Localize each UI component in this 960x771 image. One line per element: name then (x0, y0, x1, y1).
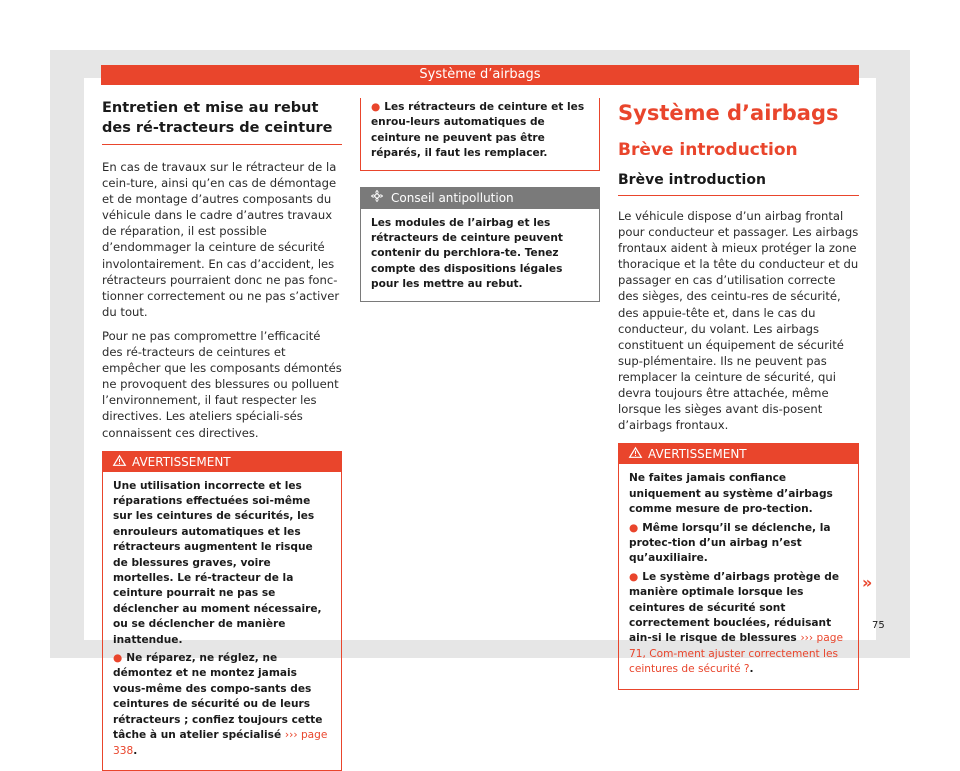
eco-tip-label: Conseil antipollution (391, 190, 514, 205)
section-title: Brève introduction (618, 140, 798, 160)
warning-bullet: ● Ne réparez, ne réglez, ne démontez et ne montez jamais vous-même des compo-sants des ceintures de sécurité ou de leurs rétracteurs ; confiez toujours cette tâche à un atelier spécialisé ››› page 338. (113, 652, 328, 757)
leaf-icon (371, 188, 383, 209)
warning-header (619, 444, 858, 464)
warning-header (103, 452, 341, 472)
warning-label: AVERTISSEMENT (132, 454, 231, 469)
bullet-icon: ● (629, 521, 639, 534)
section-title: Entretien et mise au rebut des ré-tracteurs de ceinture (102, 98, 342, 145)
warning-box (618, 443, 859, 689)
warning-icon (113, 452, 126, 472)
warning-icon (629, 444, 642, 464)
page-link[interactable]: ››› page 338 (113, 729, 328, 757)
bullet-icon: ● (113, 652, 123, 665)
page-number: 75 (872, 620, 885, 631)
warning-label: AVERTISSEMENT (648, 447, 747, 462)
paragraph: Pour ne pas compromettre l’efficacité des ré-tracteurs de ceintures et empêcher que les composants démontés ne provoquent des blessures ou polluent l’environnement, il faut respecter les directives. Les ateliers spéciali-sés connaissent ces directives. (102, 328, 342, 440)
paragraph: En cas de travaux sur le rétracteur de la cein-ture, ainsi qu’en cas de démontage et de montage d’autres composants du véhicule dans le cadre d’autres travaux de réparation, il est possible d’endommager la ceinture de sécurité involontairement. En cas d’accident, les rétracteurs pourraient donc ne pas fonc-tionner correctement ou ne pas s’activer du tout. (102, 160, 340, 319)
warning-box-continued (360, 98, 600, 171)
warning-text: Ne faites jamais confiance uniquement au système d’airbags comme mesure de pro-tection. (629, 472, 833, 516)
eco-tip-box (360, 187, 600, 302)
warning-body (103, 472, 341, 770)
paragraph: Le véhicule dispose d’un airbag frontal pour conducteur et passager. Les airbags frontaux aident à mieux protéger la zone thoracique et la tête du conducteur et du passager en cas d’utilisation correcte des sièges, des ceintu-res de sécurité, des appuie-tête et, dans le cas du conducteur, du volant. Les airbags constituent un équipement de sécurité sup-plémentaire. Ils ne peuvent pas remplacer la ceinture de sécurité, qui devra toujours être attachée, même lorsque les sièges avant dis-posent d’airbags frontaux. (618, 209, 859, 433)
chapter-header: Système d’airbags (101, 65, 859, 85)
bullet-icon: ● (629, 570, 639, 583)
column-middle (360, 98, 600, 302)
page-link[interactable]: ››› page 71, Com-ment ajuster correctement les ceintures de sécurité ? (629, 632, 843, 676)
eco-tip-header (361, 188, 599, 209)
warning-text: Une utilisation incorrecte et les réparations effectuées soi-même sur les ceintures de sécurités, les enrouleurs automatiques et les rétracteurs augmentent le risque de blessures graves, voire mortelles. Le ré-tracteur de la ceinture pourrait ne pas se déclencher au moment nécessaire, ou se déclencher de manière inattendue. (113, 479, 322, 646)
column-right (618, 98, 859, 690)
continued-mark: » (862, 573, 873, 592)
warning-box (102, 451, 342, 771)
eco-tip-body: Les modules de l’airbag et les rétracteurs de ceinture peuvent contenir du perchlora-te. Tenez compte des dispositions légales pour les mettre au rebut. (371, 216, 563, 291)
warning-body (619, 464, 858, 688)
warning-bullet: ● Le système d’airbags protège de manière optimale lorsque les ceintures de sécurité sont correctement bouclées, réduisant ain-si le risque de blessures ››› page 71, Com-ment ajuster correctement les ceintures de sécurité ?. (629, 570, 843, 676)
subsection-title: Brève introduction (618, 170, 859, 196)
bullet-icon: ● (371, 101, 381, 113)
chapter-title: Système d’airbags (618, 101, 839, 125)
column-left (102, 98, 342, 771)
warning-bullet: ● Même lorsqu’il se déclenche, la protec-tion d’un airbag n’est qu’auxiliaire. (629, 521, 831, 565)
warning-bullet: ● Les rétracteurs de ceinture et les enrou-leurs automatiques de ceinture ne peuvent pas être réparés, il faut les remplacer. (371, 101, 585, 160)
